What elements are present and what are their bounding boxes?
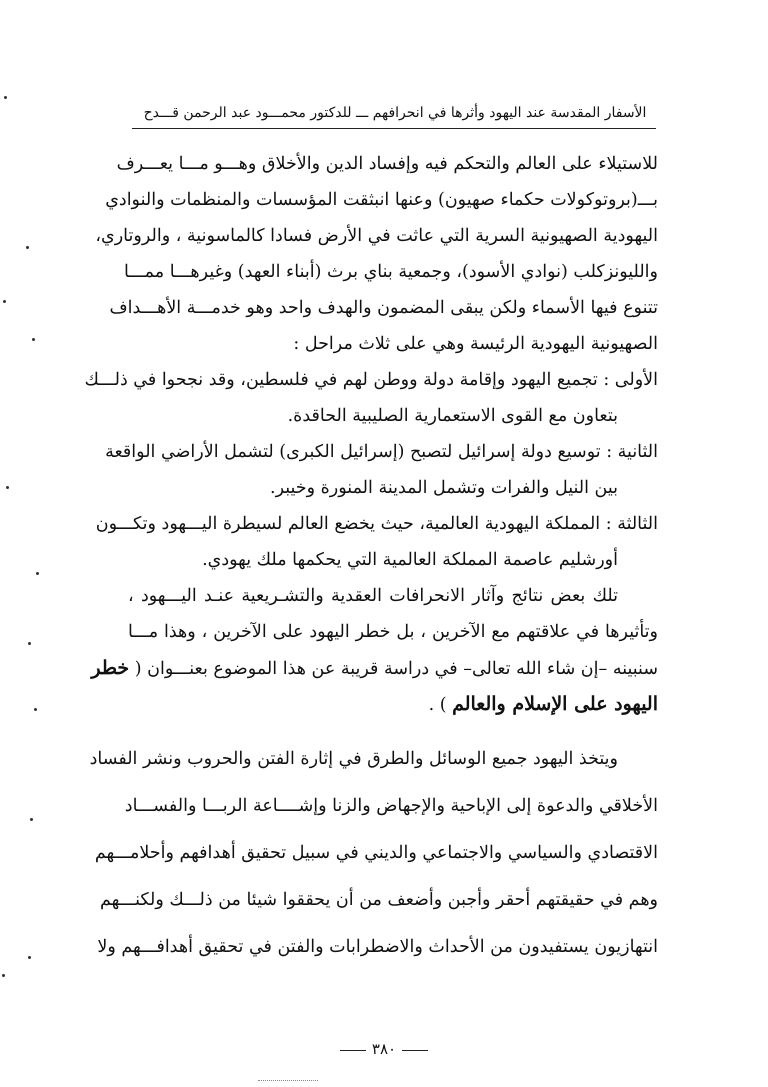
- text-line: تلك بعض نتائج وآثار الانحرافات العقدية والتشـريعية عنـد اليـــهود ،: [128, 586, 618, 606]
- text-line: الصهيونية اليهودية الرئيسة وهي على ثلاث مراحل :: [293, 334, 658, 354]
- text-line: بتعاون مع القوى الاستعمارية الصليبية الحاقدة.: [287, 406, 618, 426]
- scan-speck: [28, 642, 31, 645]
- text-span: سنبينه –إن شاء الله تعالى– في دراسة قريبة عن هذا الموضوع بعنـــوان (: [134, 659, 658, 679]
- emphasis-text: خطر: [91, 657, 130, 679]
- text-line: انتهازيون يستفيدون من الأحداث والاضطرابات والفتن في تحقيق أهدافـــهم ولا: [97, 937, 658, 957]
- footer-dash: [402, 1050, 428, 1051]
- scan-speck: [2, 974, 5, 977]
- scan-mark: [258, 1080, 318, 1081]
- scan-speck: [32, 338, 35, 341]
- text-line: الأخلاقي والدعوة إلى الإباحية والإجهاض والزنا وإشــــاعة الربـــا والفســـاد: [124, 796, 658, 816]
- text-line: الأولى : تجميع اليهود وإقامة دولة ووطن لهم في فلسطين، وقد نجحوا في ذلـــك: [84, 370, 658, 390]
- footer-dash: [340, 1050, 366, 1051]
- text-line: وهم في حقيقتهم أحقر وأجبن وأضعف من أن يحققوا شيئا من ذلـــك ولكنـــهم: [100, 890, 658, 910]
- scan-speck: [26, 246, 29, 249]
- page-footer: [0, 1040, 768, 1058]
- header-rule: [132, 128, 656, 129]
- text-line: الثالثة : المملكة اليهودية العالمية، حيث يخضع العالم لسيطرة اليـــهود وتكـــون: [95, 514, 658, 534]
- scan-speck: [34, 708, 37, 711]
- scan-speck: [30, 818, 33, 821]
- text-line: للاستيلاء على العالم والتحكم فيه وإفساد الدين والأخلاق وهـــو مـــا يعـــرف: [116, 154, 658, 174]
- scan-speck: [3, 300, 6, 303]
- text-line: تتنوع فيها الأسماء ولكن يبقى المضمون والهدف واحد وهو خدمـــة الأهـــداف: [109, 298, 658, 318]
- text-line: وتأثيرها في علاقتهم مع الآخرين ، بل خطر اليهود على الآخرين ، وهذا مـــا: [128, 622, 658, 642]
- emphasis-text: اليهود على الإسلام والعالم: [452, 693, 658, 715]
- text-line: أورشليم عاصمة المملكة العالمية التي يحكمها ملك يهودي.: [202, 550, 618, 570]
- scan-speck: [28, 956, 31, 959]
- scan-speck: [4, 96, 7, 99]
- scan-speck: [36, 572, 39, 575]
- text-span: ) .: [428, 695, 453, 715]
- scan-speck: [6, 486, 9, 489]
- text-line: [91, 650, 658, 686]
- text-line: [128, 686, 658, 722]
- text-line: والليونزكلب (نوادي الأسود)، وجمعية بناي برث (أبناء العهد) وغيرهـــا ممـــا: [123, 262, 658, 282]
- text-line: الثانية : توسيع دولة إسرائيل لتصبح (إسرائيل الكبرى) لتشمل الأراضي الواقعة: [105, 442, 658, 462]
- body-text: [84, 146, 658, 971]
- text-line: ويتخذ اليهود جميع الوسائل والطرق في إثارة الفتن والحروب ونشر الفساد: [89, 749, 618, 769]
- text-line: بين النيل والفرات وتشمل المدينة المنورة وخيبر.: [270, 478, 618, 498]
- running-header: الأسفار المقدسة عند اليهود وأثرها في انحرافهم ـــ للدكتور محمـــود عبد الرحمن قـــدح: [143, 105, 647, 121]
- text-line: الاقتصادي والسياسي والاجتماعي والديني في سبيل تحقيق أهدافهم وأحلامـــهم: [94, 843, 658, 863]
- text-line: بـــ(بروتوكولات حكماء صهيون) وعنها انبثقت المؤسسات والمنظمات والنوادي: [105, 190, 658, 210]
- text-line: اليهودية الصهيونية السرية التي عاثت في الأرض فسادا كالماسونية ، والروتاري،: [95, 226, 658, 246]
- page-number: ٣٨٠: [371, 1040, 397, 1058]
